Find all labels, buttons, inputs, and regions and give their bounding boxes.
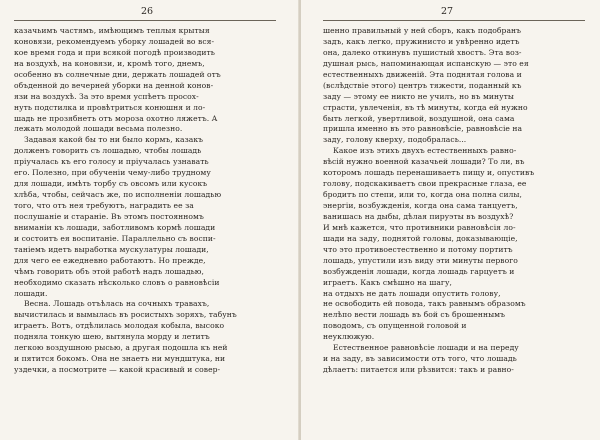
left-page-text	[14, 26, 276, 376]
text-line: вычистилась и вымылась въ росистыхъ зоряхъ, табунъ	[14, 310, 237, 320]
text-line: заду, голову кверху, подобралась...	[323, 135, 467, 145]
text-line: она, далеко откинувъ пушистый хвостъ. Эта воз-	[323, 47, 522, 57]
text-line: уздечки, а посмотрите — какой красивый и совер-	[14, 365, 221, 375]
text-line: таніемъ идетъ выработка мускулатуры лошади,	[14, 244, 209, 254]
text-line: которомъ лошадь перенашиваетъ пищу и, опустивъ	[323, 168, 535, 178]
text-line: Весна. Лошадь отъѣлась на сочныхъ травахъ,	[24, 299, 210, 309]
text-line: язи на воздухѣ. За это время успѣетъ просох-	[14, 91, 199, 101]
text-line: И мнѣ кажется, что противники равновѣсія ло-	[323, 222, 516, 232]
text-line: энергіи, возбужденія, когда она сама танцуетъ,	[323, 201, 518, 210]
text-line: нуть подстилка и провѣтриться конюшня и ло-	[14, 102, 206, 112]
text-line: хлѣба, чтобы, сейчасъ же, по исполненіи лошадью	[14, 190, 222, 200]
right-header-rule	[323, 20, 585, 21]
text-line: на отдыхъ не дать лошади опустить голову,	[323, 288, 501, 298]
left-page	[0, 0, 299, 440]
text-line: того, что отъ нея требуютъ, наградить ее за	[14, 201, 194, 210]
text-line: для чего ее ежедневно работаютъ. Но прежде,	[14, 255, 206, 265]
left-header-rule	[14, 20, 276, 21]
text-line: особенно въ солнечные дни, держать лошадей отъ	[14, 69, 221, 79]
text-line: возбужденія лошади, когда лошадь гарцуетъ и	[323, 266, 515, 276]
text-line: чѣмъ говорить объ этой работѣ надъ лошадью,	[14, 266, 204, 276]
text-line: и состоитъ ея воспитаніе. Параллельно съ воспи-	[14, 233, 216, 243]
text-line: послушаніе и стараніе. Въ этомъ постоянномъ	[14, 211, 204, 221]
text-line: легкою воздушною рысью, а другая подошла къ ней	[14, 343, 228, 353]
text-line: пріучалась къ его голосу и пріучалась узнавать	[14, 157, 209, 167]
text-line: быть легкой, увертливой, воздушной, она сама	[323, 113, 515, 123]
text-line: вниманіи къ лошади, заботливомъ кормѣ лошади	[14, 222, 216, 232]
text-line: ванишась на дыбы, дѣлая пируэты въ воздухѣ?	[323, 211, 514, 221]
text-line: лошади.	[14, 288, 48, 298]
text-line: объденной до вечерней уборки на денной конов-	[14, 80, 214, 90]
text-line: вѣсій нужно военной казачьей лошади? То ли, въ	[323, 157, 525, 167]
text-line: Естественное равновѣсіе лошади и на переду	[333, 343, 519, 353]
text-line: естественныхъ движеній. Эта поднятая голова и	[323, 69, 522, 79]
text-line: и пятится бокомъ. Она не знаетъ ни мундштука, ни	[14, 354, 226, 364]
text-line: не освободить ей повода, такъ равнымъ образомъ	[323, 299, 526, 309]
text-line: дѣлаетъ: питается или рѣзвится: такъ и равно-	[323, 365, 514, 375]
text-line: играетъ. Какъ смѣшно на шагу,	[323, 277, 452, 287]
text-line: страсти, увлеченія, въ тѣ минуты, когда ей нужно	[323, 102, 528, 112]
text-line: и на заду, въ зависимости отъ того, что лошадь	[323, 354, 517, 364]
text-line: на воздухѣ, на коновязи, и, кромѣ того, днемъ,	[14, 58, 205, 68]
text-line: необходимо сказать нѣсколько словъ о равновѣсіи	[14, 277, 220, 287]
text-line: пришла именно въ это равновѣсіе, равновѣсіе на	[323, 124, 523, 134]
right-page-number: 27	[440, 6, 454, 17]
text-line: Какое изъ этихъ двухъ естественныхъ равно-	[333, 146, 517, 156]
text-line: лежать молодой лошади весьма полезно.	[14, 124, 183, 134]
text-line: подняла тонкую шею, вытянула морду и летитъ	[14, 332, 210, 342]
text-line: шади на заду, поднятой головы, доказывающіе,	[323, 233, 518, 243]
left-page-number: 26	[140, 6, 154, 17]
text-line: шадь не прозябнетъ отъ мороза охотно ляжетъ. А	[14, 113, 218, 123]
text-line: коновязи, рекомендуемъ уборку лошадей во вся-	[14, 36, 215, 46]
text-line: его. Полезно, при обученіи чему-либо трудному	[14, 168, 211, 178]
text-line: (вслѣдствіе этого) центръ тяжести, поданный къ	[323, 80, 522, 90]
text-line: задъ, какъ легко, пружинисто и увѣренно идетъ	[323, 36, 520, 46]
text-line: Задавая какой бы то ни было кормъ, казакъ	[24, 135, 204, 145]
text-line: кое время года и при всякой погодѣ производить	[14, 47, 215, 57]
text-line: долженъ говорить съ лошадью, чтобы лошадь	[14, 146, 202, 156]
text-line: казачьимъ частямъ, имѣющимъ теплыя крытыя	[14, 26, 210, 35]
text-line: поводомъ, съ опущенной головой и	[323, 321, 467, 331]
right-page-text	[323, 26, 585, 376]
text-line: нелѣпо вести лошадь въ бой съ брошеннымъ	[323, 310, 506, 320]
text-line: голову, подскакиваетъ свои прекрасные глаза, ее	[323, 179, 527, 189]
text-line: душная рысь, напоминающая испанскую — это ея	[323, 58, 529, 68]
text-line: для лошади, имѣть торбу съ овсомъ или кусокъ	[14, 179, 208, 189]
text-line: заду — этому ее никто не училъ, но въ минуты	[323, 91, 515, 101]
text-line: что это противоестественно и потому портитъ	[323, 244, 513, 254]
text-line: шенно правильный у ней сборъ, какъ подобранъ	[323, 26, 522, 35]
text-line: бродитъ по степи, или то, когда она полна силы,	[323, 190, 522, 200]
text-line: неуклюжую.	[323, 332, 375, 342]
right-page	[301, 0, 600, 440]
text-line: играетъ. Вотъ, отдѣлилась молодая кобыла, высоко	[14, 321, 225, 331]
text-line: лошадь, упустили изъ виду эти минуты первого	[323, 255, 518, 265]
